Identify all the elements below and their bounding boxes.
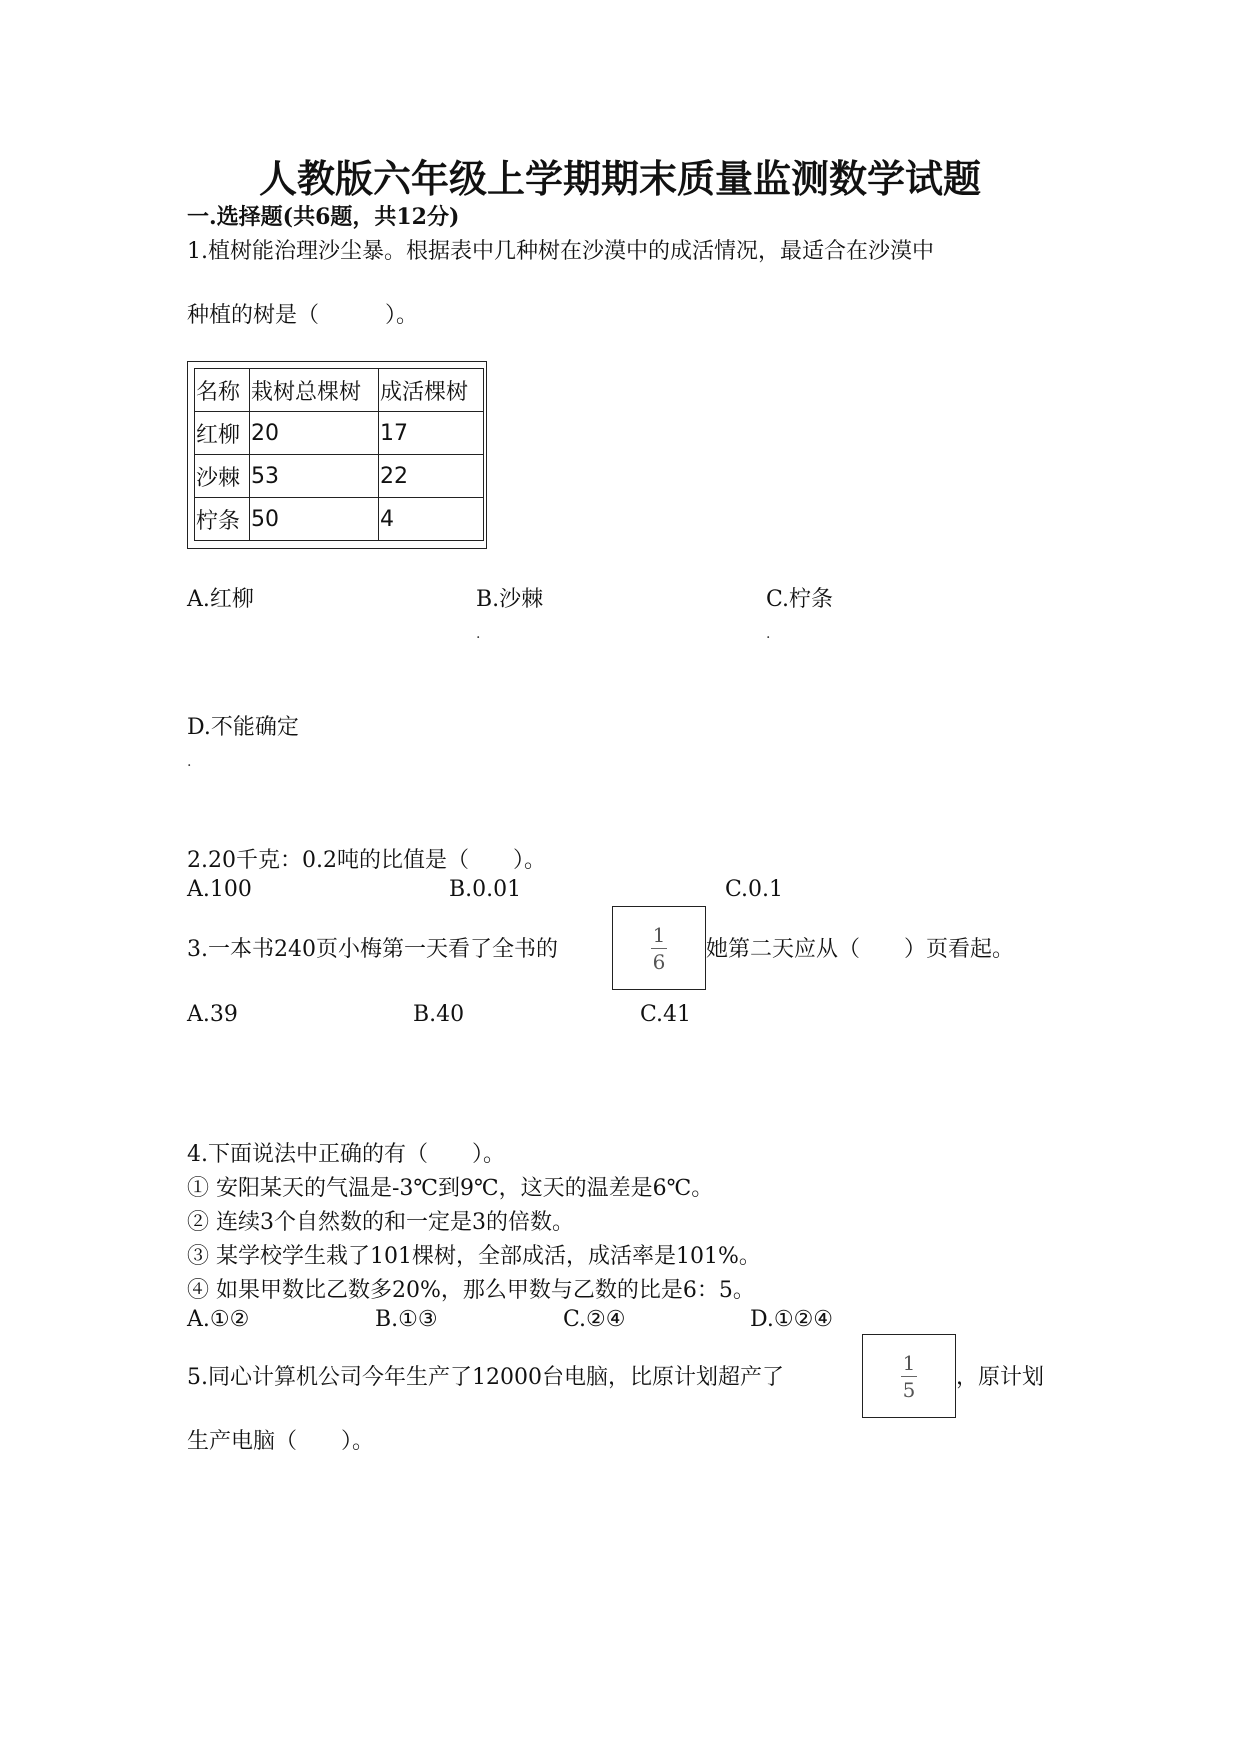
table-row xyxy=(195,455,484,498)
q1-text-line2: 种植的树是（ ）。 xyxy=(187,303,419,328)
table-cell: 红柳 xyxy=(195,412,250,455)
table-header-cell: 栽树总棵树 xyxy=(250,369,379,412)
table-header-cell: 名称 xyxy=(195,369,250,412)
q3-text-after: 她第二天应从（ ）页看起。 xyxy=(706,937,1015,962)
table-cell: 17 xyxy=(379,412,484,455)
table-row xyxy=(195,498,484,541)
q2-option-b[interactable]: B.0.01 xyxy=(449,877,522,902)
q1-option-b[interactable]: B.沙棘 xyxy=(476,587,544,612)
q4-statement-4: ④ 如果甲数比乙数多20%，那么甲数与乙数的比是6：5。 xyxy=(187,1278,755,1303)
table-cell: 沙棘 xyxy=(195,455,250,498)
q1-table-frame xyxy=(187,361,487,549)
q2-option-c[interactable]: C.0.1 xyxy=(725,877,784,902)
q4-option-d[interactable]: D.①②④ xyxy=(750,1307,834,1332)
q5-text-before: 5.同心计算机公司今年生产了12000台电脑，比原计划超产了 xyxy=(187,1365,784,1390)
section-heading: 一.选择题(共6题，共12分) xyxy=(187,204,460,230)
q4-option-b[interactable]: B.①③ xyxy=(375,1307,438,1332)
q4-statement-1: ① 安阳某天的气温是-3℃到9℃，这天的温差是6℃。 xyxy=(187,1176,714,1201)
stray-dot: . xyxy=(766,626,771,642)
q4-text: 4.下面说法中正确的有（ ）。 xyxy=(187,1142,505,1167)
table-cell: 20 xyxy=(250,412,379,455)
fraction-bar xyxy=(901,1376,917,1377)
table-header-row xyxy=(195,369,484,412)
q3-fraction-box xyxy=(612,906,706,990)
q4-statement-3: ③ 某学校学生栽了101棵树，全部成活，成活率是101%。 xyxy=(187,1244,761,1269)
table-header-cell: 成活棵树 xyxy=(379,369,484,412)
q3-option-c[interactable]: C.41 xyxy=(640,1002,692,1027)
q4-statement-2: ② 连续3个自然数的和一定是3的倍数。 xyxy=(187,1210,574,1235)
q5-text-after: ，原计划 xyxy=(956,1365,1045,1390)
table-cell: 柠条 xyxy=(195,498,250,541)
table-cell: 53 xyxy=(250,455,379,498)
q3-option-a[interactable]: A.39 xyxy=(187,1002,238,1027)
stray-dot: . xyxy=(476,626,481,642)
q1-text-line1: 1.植树能治理沙尘暴。根据表中几种树在沙漠中的成活情况，最适合在沙漠中 xyxy=(187,239,934,264)
fraction-denominator: 6 xyxy=(652,949,666,974)
table-cell: 22 xyxy=(379,455,484,498)
fraction-bar xyxy=(651,948,667,949)
table-row xyxy=(195,412,484,455)
page-title: 人教版六年级上学期期末质量监测数学试题 xyxy=(258,156,981,201)
q1-option-d[interactable]: D.不能确定 xyxy=(187,715,299,740)
table-cell: 50 xyxy=(250,498,379,541)
q3-option-b[interactable]: B.40 xyxy=(413,1002,465,1027)
q1-table xyxy=(194,368,484,541)
fraction-numerator: 1 xyxy=(902,1350,916,1375)
q5-fraction-box xyxy=(862,1334,956,1418)
q5-fraction xyxy=(901,1350,917,1402)
q5-text-line2: 生产电脑（ ）。 xyxy=(187,1429,375,1454)
q1-option-a[interactable]: A.红柳 xyxy=(187,587,254,612)
q4-option-a[interactable]: A.①② xyxy=(187,1307,250,1332)
q2-text: 2.20千克：0.2吨的比值是（ ）。 xyxy=(187,848,546,873)
q2-option-a[interactable]: A.100 xyxy=(187,877,252,902)
q3-fraction xyxy=(651,922,667,974)
fraction-denominator: 5 xyxy=(902,1377,916,1402)
q1-option-c[interactable]: C.柠条 xyxy=(766,587,834,612)
table-cell: 4 xyxy=(379,498,484,541)
q3-text-before: 3.一本书240页小梅第一天看了全书的 xyxy=(187,937,558,962)
q4-option-c[interactable]: C.②④ xyxy=(563,1307,626,1332)
fraction-numerator: 1 xyxy=(652,922,666,947)
stray-dot: . xyxy=(187,754,192,770)
